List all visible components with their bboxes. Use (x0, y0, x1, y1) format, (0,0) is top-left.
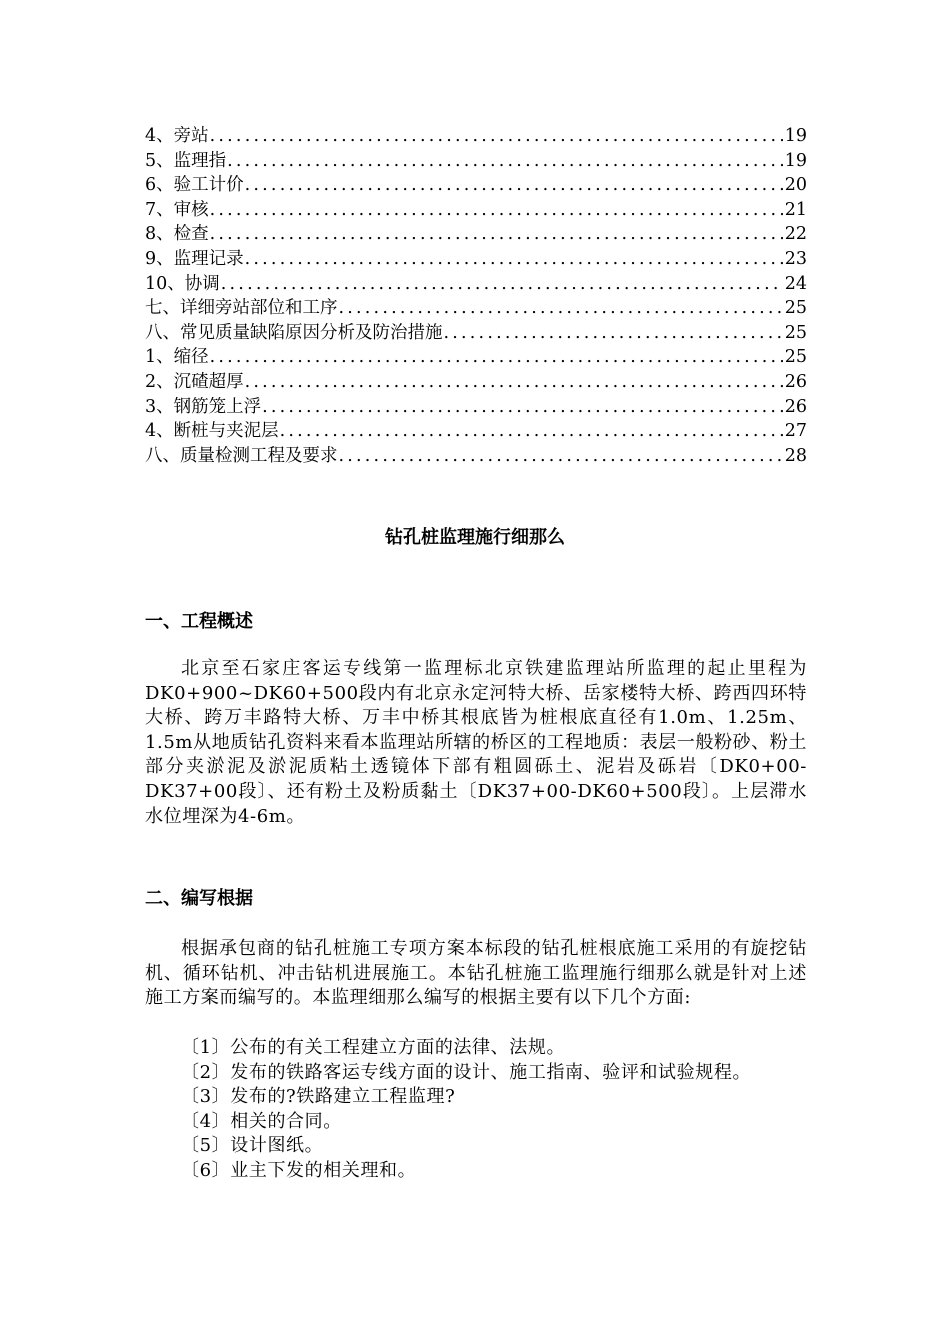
toc-entry[interactable] (145, 173, 807, 198)
toc-entry-page-number: 19 (784, 126, 807, 146)
toc-entry[interactable] (145, 222, 807, 247)
toc-entry[interactable] (145, 296, 807, 321)
toc-entry-page-number: 20 (784, 175, 807, 196)
basis-list-item: 〔4〕相关的合同。 (181, 1110, 342, 1132)
toc-entry-page-number: 25 (784, 322, 807, 343)
toc-entry-page-number: 19 (784, 150, 807, 171)
toc-entry[interactable] (145, 198, 807, 223)
toc-entry-page-number: 22 (784, 224, 807, 245)
toc-dot-leader (227, 149, 783, 174)
toc-entry-label: 八、常见质量缺陷原因分析及防治措施 (145, 322, 443, 343)
section-overview-paragraph: 北京至石家庄客运专线第一监理标北京铁建监理站所监理的起止里程为DK0+900~DK60+500段内有北京永定河特大桥、岳家楼特大桥、跨西四环特大桥、跨万丰路特大桥、万丰中桥其根底皆为桩根底直径有1.0m、1.25m、1.5m从地质钻孔资料来看本监理站所辖的桥区的工程地质：表层一般粉砂、粉土部分夹淤泥及淤泥质粘土透镜体下部有粗圆砾土、泥岩及砾岩〔DK0+00-DK37+00段〕、还有粉土及粉质黏土〔DK37+00-DK60+500段〕。上层滞水水位埋深为4-6m。 (145, 658, 807, 827)
section-basis-paragraph: 根据承包商的钻孔桩施工专项方案本标段的钻孔桩根底施工采用的有旋挖钻机、循环钻机、冲击钻机进展施工。本钻孔桩施工监理施行细那么就是针对上述施工方案而编写的。本监理细那么编写的根据主要有以下几个方面: (145, 938, 807, 1009)
toc-entry-page-number: 28 (784, 445, 807, 466)
toc-entry-page-number: 26 (784, 396, 807, 417)
toc-entry-label: 10、协调 (145, 273, 220, 294)
basis-list-item: 〔1〕公布的有关工程建立方面的法律、法规。 (181, 1037, 566, 1058)
toc-dot-leader (210, 124, 783, 149)
toc-entry-page-number: 23 (784, 248, 807, 269)
toc-entry-label: 2、沉碴超厚 (145, 371, 244, 392)
toc-dot-leader (245, 173, 783, 198)
basis-list-item: 〔3〕发布的?铁路建立工程监理? (181, 1086, 456, 1108)
toc-entry-label: 3、钢筋笼上浮 (145, 396, 262, 417)
toc-entry[interactable] (145, 370, 807, 395)
toc-dot-leader (245, 370, 783, 395)
document-title: 钻孔桩监理施行细那么 (385, 527, 565, 548)
toc-dot-leader (339, 444, 783, 469)
toc-entry[interactable] (145, 419, 807, 444)
toc-dot-leader (210, 222, 783, 247)
basis-list-item: 〔2〕发布的铁路客运专线方面的设计、施工指南、验评和试验规程。 (181, 1061, 752, 1083)
toc-entry-label: 6、验工计价 (145, 175, 244, 196)
toc-entry[interactable] (145, 345, 807, 370)
toc-entry[interactable] (145, 395, 807, 420)
table-of-contents (145, 124, 807, 468)
toc-entry-page-number: 24 (784, 273, 807, 294)
toc-dot-leader (280, 419, 783, 444)
section-heading-overview: 一、工程概述 (145, 611, 253, 632)
toc-dot-leader (262, 395, 783, 420)
toc-dot-leader (245, 247, 783, 272)
toc-entry-label: 七、详细旁站部位和工序 (145, 298, 338, 319)
toc-entry-label: 4、旁站 (145, 126, 209, 146)
toc-dot-leader (339, 296, 783, 321)
toc-entry-label: 4、断桩与夹泥层 (145, 421, 279, 442)
toc-entry[interactable] (145, 444, 807, 469)
toc-entry-label: 8、检查 (145, 224, 209, 245)
toc-entry-page-number: 26 (784, 371, 807, 392)
toc-entry-label: 八、质量检测工程及要求 (145, 445, 338, 466)
basis-list (145, 1036, 807, 1184)
toc-dot-leader (444, 321, 783, 346)
toc-dot-leader (210, 198, 783, 223)
toc-entry[interactable] (145, 247, 807, 272)
toc-entry[interactable] (145, 321, 807, 346)
toc-entry[interactable] (145, 149, 807, 174)
toc-entry[interactable] (145, 124, 807, 149)
toc-entry-page-number: 25 (784, 298, 807, 319)
basis-list-item: 〔6〕业主下发的相关理和。 (181, 1159, 417, 1181)
toc-dot-leader (221, 272, 783, 297)
section-heading-basis: 二、编写根据 (145, 888, 253, 909)
toc-entry-label: 7、审核 (145, 199, 209, 220)
toc-entry-label: 9、监理记录 (145, 248, 244, 269)
toc-entry-page-number: 27 (784, 421, 807, 442)
toc-dot-leader (210, 345, 783, 370)
toc-entry-page-number: 25 (784, 347, 807, 368)
toc-entry[interactable] (145, 272, 807, 297)
toc-entry-page-number: 21 (784, 199, 807, 220)
basis-list-item: 〔5〕设计图纸。 (181, 1135, 324, 1157)
toc-entry-label: 5、监理指 (145, 150, 227, 171)
toc-entry-label: 1、缩径 (145, 347, 209, 368)
